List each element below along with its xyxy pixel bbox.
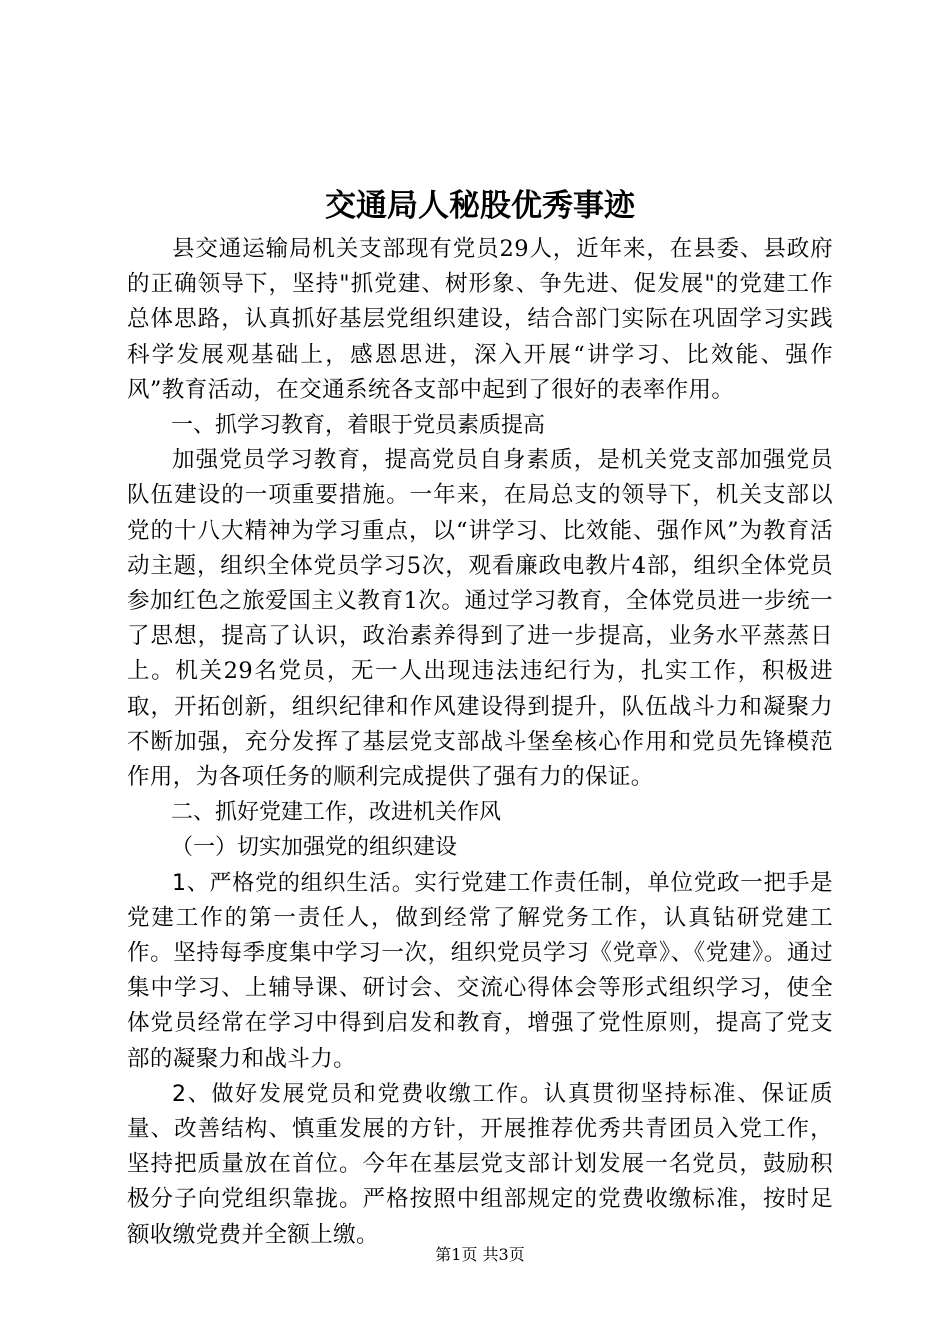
- item-1-paragraph: [127, 866, 833, 1077]
- item-2-lead: 2、做好发展党员和党费收缴工作。: [172, 1081, 544, 1107]
- section-2-heading: 二、抓好党建工作，改进机关作风: [171, 800, 502, 826]
- item-1-body: 实行党建工作责任制，单位党政一把手是党建工作的第一责任人，做到经常了解党务工作，认真钻研党建工作。坚持每季度集中学习一次，组织党员学习《党章》、《党建》。通过集中学习、上辅导课、研讨会、交流心得体会等形式组织学习，使全体党员经常在学习中得到启发和教育，增强了党性原则，提高了党支部的凝聚力和战斗力。: [127, 869, 833, 1072]
- item-1-lead: 1、严格党的组织生活。: [172, 870, 415, 896]
- page-footer: [127, 1244, 833, 1266]
- section-1-paragraph: 加强党员学习教育，提高党员自身素质，是机关党支部加强党员队伍建设的一项重要措施。一年来，在局总支的领导下，机关支部以党的十八大精神为学习重点，以“讲学习、比效能、强作风”为教育活动主题，组织全体党员学习5次，观看廉政电教片4部，组织全体党员参加红色之旅爱国主义教育1次。通过学习教育，全体党员进一步统一了思想，提高了认识，政治素养得到了进一步提高，业务水平蒸蒸日上。机关29名党员，无一人出现违法违纪行为，扎实工作，积极进取，开拓创新，组织纪律和作风建设得到提升，队伍战斗力和凝聚力不断加强，充分发挥了基层党支部战斗堡垒核心作用和党员先锋模范作用，为各项任务的顺利完成提供了强有力的保证。: [127, 447, 833, 791]
- document-title: 交通局人秘股优秀事迹: [325, 188, 635, 224]
- page-indicator: 第1页 共3页: [435, 1245, 525, 1264]
- subsection-1-heading: （一）切实加强党的组织建设: [171, 835, 458, 861]
- document-body: [127, 232, 833, 1253]
- document-page: [127, 0, 833, 1344]
- intro-paragraph: 县交通运输局机关支部现有党员29人，近年来，在县委、县政府的正确领导下，坚持"抓党建、树形象、争先进、促发展"的党建工作总体思路，认真抓好基层党组织建设，结合部门实际在巩固学习实践科学发展观基础上，感恩思进，深入开展“讲学习、比效能、强作风”教育活动，在交通系统各支部中起到了很好的表率作用。: [127, 236, 833, 403]
- item-2-body: 认真贯彻坚持标准、保证质量、改善结构、慎重发展的方针，开展推荐优秀共青团员入党工作，坚持把质量放在首位。今年在基层党支部计划发展一名党员，鼓励积极分子向党组织靠拢。严格按照中组部规定的党费收缴标准，按时足额收缴党费并全额上缴。: [127, 1080, 833, 1248]
- section-1-heading: 一、抓学习教育，着眼于党员素质提高: [171, 413, 546, 439]
- item-2-paragraph: [127, 1077, 833, 1253]
